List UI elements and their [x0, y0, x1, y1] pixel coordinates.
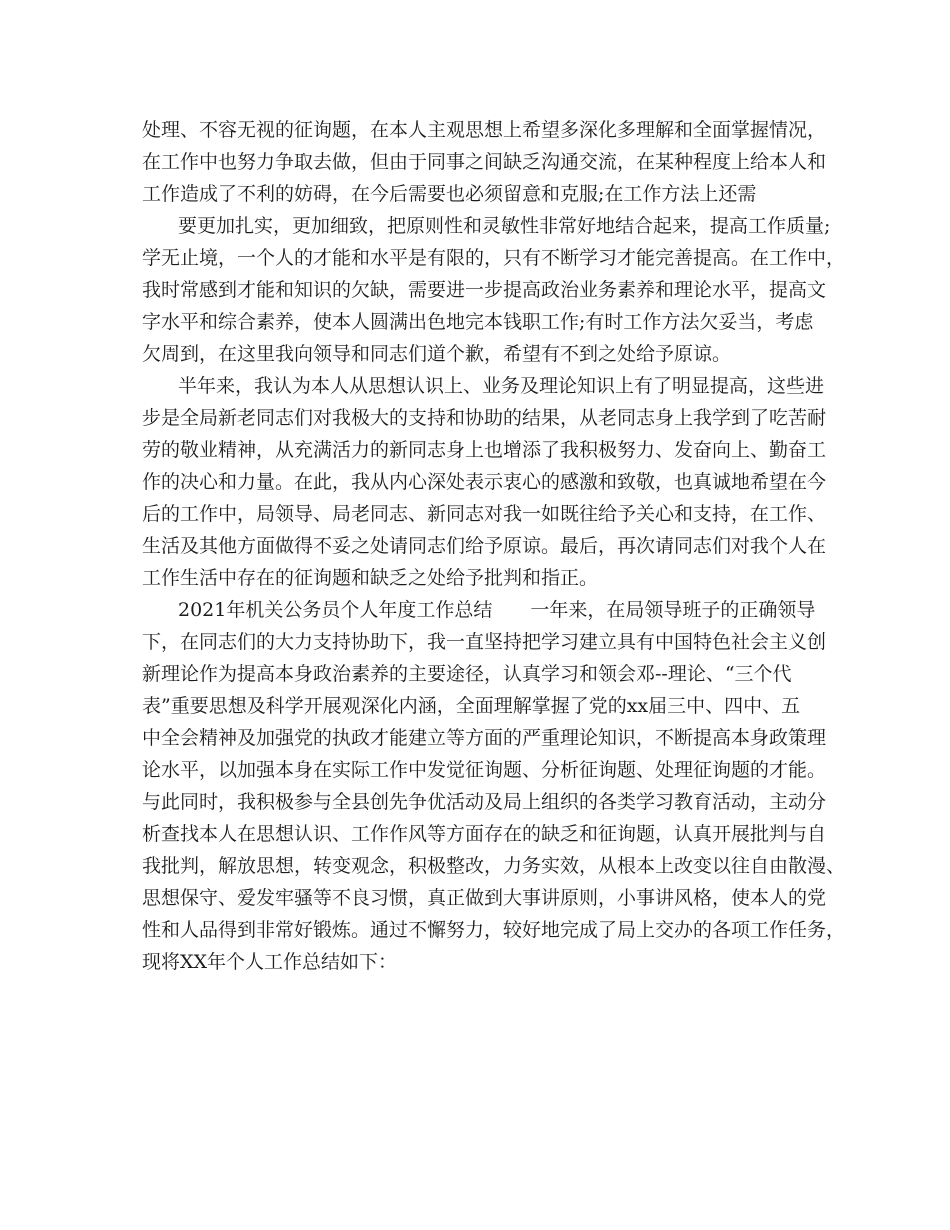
- text-line: 生活及其他方面做得不妥之处请同志们给予原谅。最后，再次请同志们对我个人在: [142, 535, 827, 557]
- text-line: 中全会精神及加强党的执政才能建立等方面的严重理论知识，不断提高本身政策理: [142, 727, 827, 749]
- paragraph-start-line: 要更加扎实，更加细致，把原则性和灵敏性非常好地结合起来，提高工作质量;: [178, 215, 831, 237]
- text-line: 与此同时，我积极参与全县创先争优活动及局上组织的各类学习教育活动，主动分: [142, 791, 827, 813]
- text-line: 性和人品得到非常好锻炼。通过不懈努力，较好地完成了局上交办的各项工作任务，: [142, 919, 846, 941]
- document-body: [142, 114, 846, 978]
- text-line: 字水平和综合素养，使本人圆满出色地完本钱职工作;有时工作方法欠妥当，考虑: [142, 311, 814, 333]
- text-line: 欠周到，在这里我向领导和同志们道个歉，希望有不到之处给予原谅。: [142, 343, 732, 365]
- text-line: 现将XX年个人工作总结如下：: [142, 951, 398, 973]
- text-line: 作的决心和力量。在此，我从内心深处表示衷心的感激和致敬，也真诚地希望在今: [142, 471, 827, 493]
- text-line: 步是全局新老同志们对我极大的支持和协助的结果，从老同志身上我学到了吃苦耐: [142, 407, 827, 429]
- text-line: 下，在同志们的大力支持协助下，我一直坚持把学习建立具有中国特色社会主义创: [142, 631, 827, 653]
- text-line: 表”重要思想及科学开展观深化内涵，全面理解掌握了党的xx届三中、四中、五: [142, 695, 801, 717]
- text-line: 我时常感到才能和知识的欠缺，需要进一步提高政治业务素养和理论水平，提高文: [142, 279, 827, 301]
- text-line: 处理、不容无视的征询题，在本人主观思想上希望多深化多理解和全面掌握情况，: [142, 119, 827, 141]
- text-line: 后的工作中，局领导、局老同志、新同志对我一如既往给予关心和支持，在工作、: [142, 503, 827, 525]
- text-line: 我批判，解放思想，转变观念，积极整改，力务实效，从根本上改变以往自由散漫、: [142, 855, 846, 877]
- paragraph-start-line: 2021年机关公务员个人年度工作总结 一年来，在局领导班子的正确领导: [178, 599, 816, 621]
- paragraph-start-line: 半年来，我认为本人从思想认识上、业务及理论知识上有了明显提高，这些进: [178, 375, 825, 397]
- text-line: 思想保守、爱发牢骚等不良习惯，真正做到大事讲原则，小事讲风格，使本人的党: [142, 887, 827, 909]
- text-line: 在工作中也努力争取去做，但由于同事之间缺乏沟通交流，在某种程度上给本人和: [142, 151, 827, 173]
- text-line: 析查找本人在思想认识、工作作风等方面存在的缺乏和征询题，认真开展批判与自: [142, 823, 827, 845]
- text-line: 论水平，以加强本身在实际工作中发觉征询题、分析征询题、处理征询题的才能。: [142, 759, 827, 781]
- text-line: 劳的敬业精神，从充满活力的新同志身上也增添了我积极努力、发奋向上、勤奋工: [142, 439, 827, 461]
- text-line: 新理论作为提高本身政治素养的主要途径，认真学习和领会邓--理论、“三个代: [142, 663, 792, 685]
- text-line: 工作生活中存在的征询题和缺乏之处给予批判和指正。: [142, 567, 599, 589]
- text-line: 工作造成了不利的妨碍，在今后需要也必须留意和克服;在工作方法上还需: [142, 183, 757, 205]
- text-line: 学无止境，一个人的才能和水平是有限的，只有不断学习才能完善提高。在工作中，: [142, 247, 846, 269]
